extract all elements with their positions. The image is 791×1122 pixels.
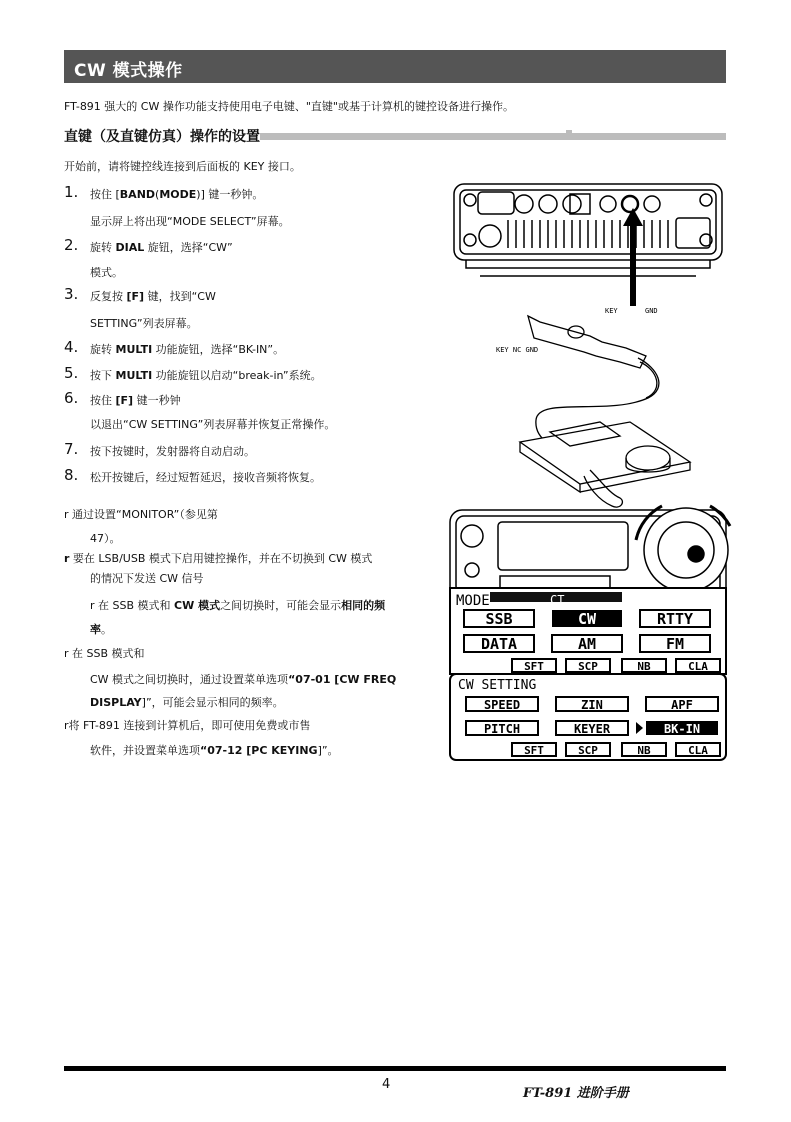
note-2-cont: 的情况下发送 CW 信号 <box>90 572 204 585</box>
cw-setting-title: CW SETTING <box>458 678 537 693</box>
step-number: 4. <box>64 338 79 356</box>
note-5-cont: 软件，并设置菜单选项“07-12 [PC KEYING]”。 <box>90 744 339 757</box>
note-3: r 在 SSB 模式和 CW 模式之间切换时，可能会显示相同的频 <box>90 599 386 612</box>
key-label: KEY <box>605 307 618 315</box>
before-text: 开始前，请将键控线连接到后面板的 KEY 接口。 <box>64 160 301 173</box>
step-5-text: 按下 MULTI 功能旋钮以启动“break-in”系统。 <box>90 369 322 382</box>
section-rule-mark <box>566 130 572 134</box>
rear-panel-illustration <box>454 184 722 276</box>
step-2-text: 旋转 DIAL 旋钮，选择“CW” <box>90 241 233 254</box>
function-key-label: NB <box>637 660 651 673</box>
step-6-sub: 以退出“CW SETTING”列表屏幕并恢复正常操作。 <box>90 418 336 431</box>
note-3-cont: 率。 <box>90 623 112 636</box>
mode-select-screen <box>450 588 726 674</box>
mode-select-title: MODE <box>456 593 490 609</box>
mode-select-title-end: CT <box>550 593 565 607</box>
cw-menu-label: KEYER <box>573 722 611 736</box>
note-4-cont2: DISPLAY]”，可能会显示相同的频率。 <box>90 696 284 709</box>
mode-button-label: DATA <box>480 635 518 653</box>
cw-menu-label: BK-IN <box>663 722 701 736</box>
function-key-label: NB <box>637 744 651 757</box>
mode-button-label: AM <box>577 635 597 653</box>
step-7-text: 按下按键时，发射器将自动启动。 <box>90 445 255 458</box>
step-1-text: 按住 [BAND(MODE)] 键一秒钟。 <box>90 188 264 201</box>
cw-menu-label: SPEED <box>483 698 521 712</box>
function-key-label: CLA <box>688 660 708 673</box>
cw-menu-label: APF <box>671 698 693 712</box>
straight-key-illustration <box>520 422 690 507</box>
note-4: r 在 SSB 模式和 <box>64 647 145 660</box>
step-2-sub: 模式。 <box>90 266 123 279</box>
step-3-sub: SETTING”列表屏幕。 <box>90 317 198 330</box>
function-key-label: CLA <box>688 744 708 757</box>
step-8-text: 松开按键后，经过短暂延迟，接收音频将恢复。 <box>90 471 321 484</box>
note-5: r将 FT-891 连接到计算机后，即可使用免费或市售 <box>64 719 311 732</box>
section-title: 直键（及直键仿真）操作的设置 <box>64 129 260 145</box>
note-1-cont: 47）。 <box>90 532 121 545</box>
cw-setting-screen <box>450 674 726 760</box>
intro-text: FT-891 强大的 CW 操作功能支持使用电子电键、"直键"或基于计算机的键控设备进行操作。 <box>64 100 514 113</box>
function-key-label: SFT <box>524 660 544 673</box>
mode-button-label: FM <box>665 635 685 653</box>
note-4-cont: CW 模式之间切换时，通过设置菜单选项“07-01 [CW FREQ <box>90 673 397 686</box>
step-4-text: 旋转 MULTI 功能旋钮，选择“BK-IN”。 <box>90 343 285 356</box>
mode-button-label: SSB <box>485 610 513 628</box>
page-title: CW 模式操作 <box>74 61 183 81</box>
mode-button-label: CW <box>577 610 597 628</box>
function-key-label: SFT <box>524 744 544 757</box>
step-number: 7. <box>64 440 79 458</box>
manual-title: FT-891 进阶手册 <box>523 1086 629 1101</box>
step-number: 5. <box>64 364 79 382</box>
step-6-text: 按住 [F] 键一秒钟 <box>90 394 181 407</box>
step-number: 2. <box>64 236 79 254</box>
figure-illustration <box>440 180 740 765</box>
step-number: 1. <box>64 183 79 201</box>
page-number: 4 <box>382 1077 391 1092</box>
plug-pin-label: KEY NC GND <box>496 346 539 354</box>
section-rule <box>260 133 726 140</box>
function-key-label: SCP <box>578 744 598 757</box>
cw-menu-label: ZIN <box>581 698 603 712</box>
cw-menu-label: PITCH <box>483 722 521 736</box>
step-3-text: 反复按 [F] 键，找到“CW <box>90 290 216 303</box>
step-number: 6. <box>64 389 79 407</box>
gnd-label: GND <box>645 307 658 315</box>
step-number: 3. <box>64 285 79 303</box>
function-key-label: SCP <box>578 660 598 673</box>
footer-rule <box>64 1066 726 1071</box>
front-panel-illustration <box>450 506 730 600</box>
note-2: r 要在 LSB/USB 模式下启用键控操作，并在不切换到 CW 模式 <box>64 552 373 565</box>
step-1-sub: 显示屏上将出现“MODE SELECT”屏幕。 <box>90 215 290 228</box>
mode-button-label: RTTY <box>656 610 694 628</box>
step-number: 8. <box>64 466 79 484</box>
note-1: r 通过设置“MONITOR”（参见第 <box>64 508 218 521</box>
